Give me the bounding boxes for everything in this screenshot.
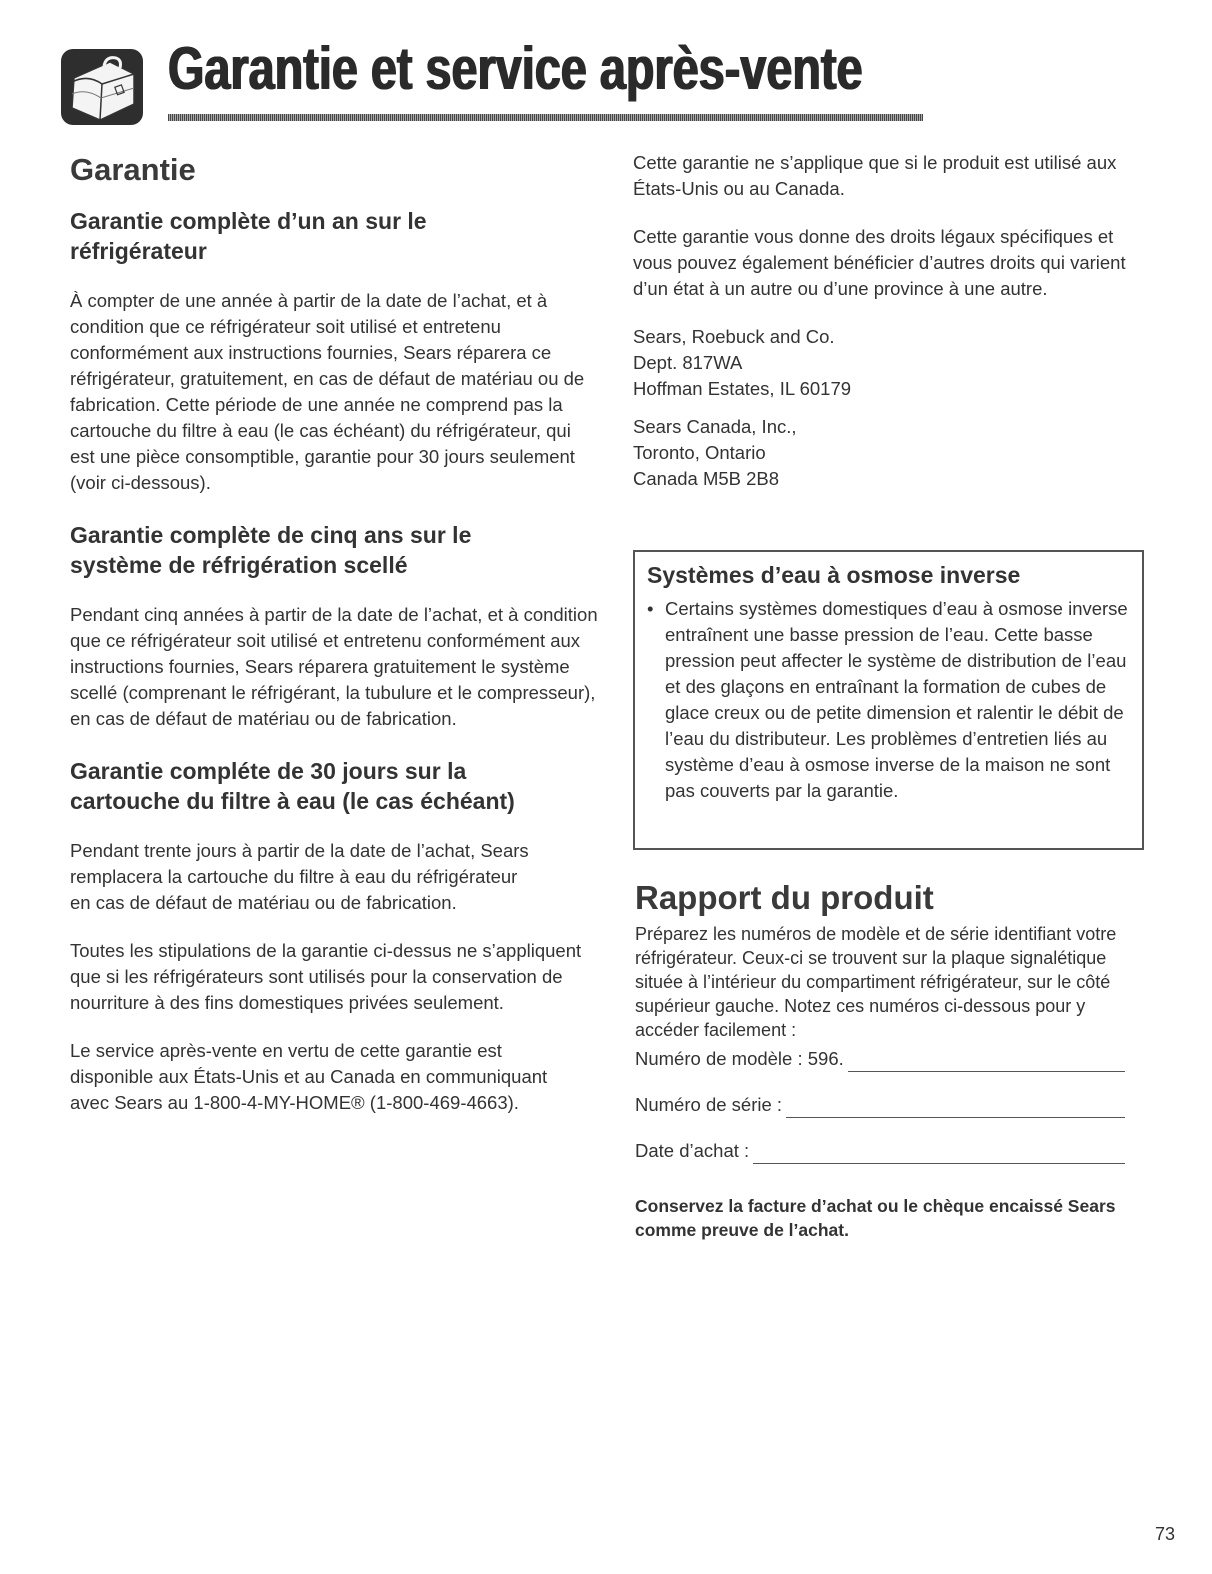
osmosis-notice-box bbox=[633, 550, 1144, 850]
left-column bbox=[70, 150, 600, 1116]
applies-text: Cette garantie ne s’applique que si le produit est utilisé aux États-Unis ou au Canada. bbox=[633, 152, 1117, 199]
stipulations-text: Toutes les stipulations de la garantie ci-dessus ne s’appliquent que si les réfrigérateurs sont utilisés pour la conservation de nourriture à des fins domestiques privées seulement. bbox=[70, 940, 582, 1013]
service-text: Le service après-vente en vertu de cette garantie est disponible aux États-Unis et au Canada en communiquant avec Sears au 1-800-4-MY-HOME® (1-800-469-4663). bbox=[70, 1040, 548, 1113]
heading-five-year-warranty: Garantie complète de cinq ans sur le système de réfrigération scellé bbox=[70, 522, 472, 578]
bullet-icon: • bbox=[647, 598, 654, 619]
section-title-garantie: Garantie bbox=[70, 152, 196, 187]
heading-one-year-warranty: Garantie complète d’un an sur le réfrigérateur bbox=[70, 208, 427, 264]
purchase-date-blank[interactable] bbox=[753, 1145, 1125, 1164]
product-record-section bbox=[635, 878, 1135, 1242]
model-number-blank[interactable] bbox=[848, 1053, 1125, 1072]
address-line: Hoffman Estates, IL 60179 bbox=[633, 378, 852, 399]
page-title: Garantie et service après-vente bbox=[168, 35, 863, 102]
address-line: Dept. 817WA bbox=[633, 352, 743, 373]
model-number-label: Numéro de modèle : 596. bbox=[635, 1048, 844, 1069]
osmosis-bullet bbox=[647, 596, 1130, 804]
address-line: Sears, Roebuck and Co. bbox=[633, 326, 835, 347]
title-divider bbox=[168, 114, 923, 121]
heading-30-day-warranty: Garantie compléte de 30 jours sur la cartouche du filtre à eau (le cas échéant) bbox=[70, 758, 515, 814]
address-us bbox=[633, 324, 1153, 402]
model-number-field[interactable] bbox=[635, 1046, 1125, 1072]
product-record-intro: Préparez les numéros de modèle et de série identifiant votre réfrigérateur. Ceux-ci se trouvent sur la plaque signalétique située à l’intérieur du compartiment réfrigérateur, sur le côté supérieur gauche. Notez ces numéros ci-dessous pour y accéder facilement : bbox=[635, 924, 1117, 1040]
one-year-warranty-text: À compter de une année à partir de la date de l’achat, et à condition que ce réfrigérateur soit utilisé et entretenu conformément aux instructions fournies, Sears réparera ce réfrigérateur, gratuitement, en cas de défaut de matériau ou de fabrication. Cette période de une année ne comprend pas la cartouche du filtre à eau (le cas échéant) du réfrigérateur, qui est une pièce consomptible, garantie pour 30 jours seulement (voir ci-dessous). bbox=[70, 290, 585, 493]
address-line: Canada M5B 2B8 bbox=[633, 468, 780, 489]
keep-receipt-note: Conservez la facture d’achat ou le chèque encaissé Sears comme preuve de l’achat. bbox=[635, 1196, 1116, 1240]
five-year-warranty-text: Pendant cinq années à partir de la date de l’achat, et à condition que ce réfrigérateur soit utilisé et entretenu conformément aux instructions fournies, Sears réparera gratuitement le système scellé (comprenant le réfrigérant, la tubulure et le compresseur), en cas de défaut de matériau ou de fabrication. bbox=[70, 604, 598, 729]
purchase-date-label: Date d’achat : bbox=[635, 1140, 750, 1161]
osmosis-box-title: Systèmes d’eau à osmose inverse bbox=[647, 562, 1021, 588]
legal-rights-text: Cette garantie vous donne des droits légaux spécifiques et vous pouvez également bénéficier d’autres droits qui varient d’un état à un autre ou d’une province à une autre. bbox=[633, 226, 1126, 299]
address-line: Toronto, Ontario bbox=[633, 442, 766, 463]
page-header bbox=[60, 35, 870, 130]
serial-number-blank[interactable] bbox=[786, 1099, 1125, 1118]
serial-number-label: Numéro de série : bbox=[635, 1094, 783, 1115]
address-canada bbox=[633, 414, 1153, 492]
page-number: 73 bbox=[1155, 1524, 1176, 1544]
osmosis-bullet-text: Certains systèmes domestiques d’eau à osmose inverse entraînent une basse pression de l’eau. Cette basse pression peut affecter le système de distribution de l’eau et des glaçons en entraînant la formation de cubes de glace creux ou de petite dimension et ralentir le débit de l’eau du distributeur. Les problèmes d’entretien liés au système d’eau à osmose inverse de la maison ne sont pas couverts par la garantie. bbox=[665, 598, 1128, 801]
serial-number-field[interactable] bbox=[635, 1092, 1125, 1118]
right-column bbox=[633, 150, 1153, 492]
30-day-warranty-text: Pendant trente jours à partir de la date de l’achat, Sears remplacera la cartouche du filtre à eau du réfrigérateur en cas de défaut de matériau ou de fabrication. bbox=[70, 840, 529, 913]
address-line: Sears Canada, Inc., bbox=[633, 416, 797, 437]
purchase-date-field[interactable] bbox=[635, 1138, 1125, 1164]
toolbox-icon bbox=[60, 48, 144, 126]
product-record-title: Rapport du produit bbox=[635, 879, 934, 916]
